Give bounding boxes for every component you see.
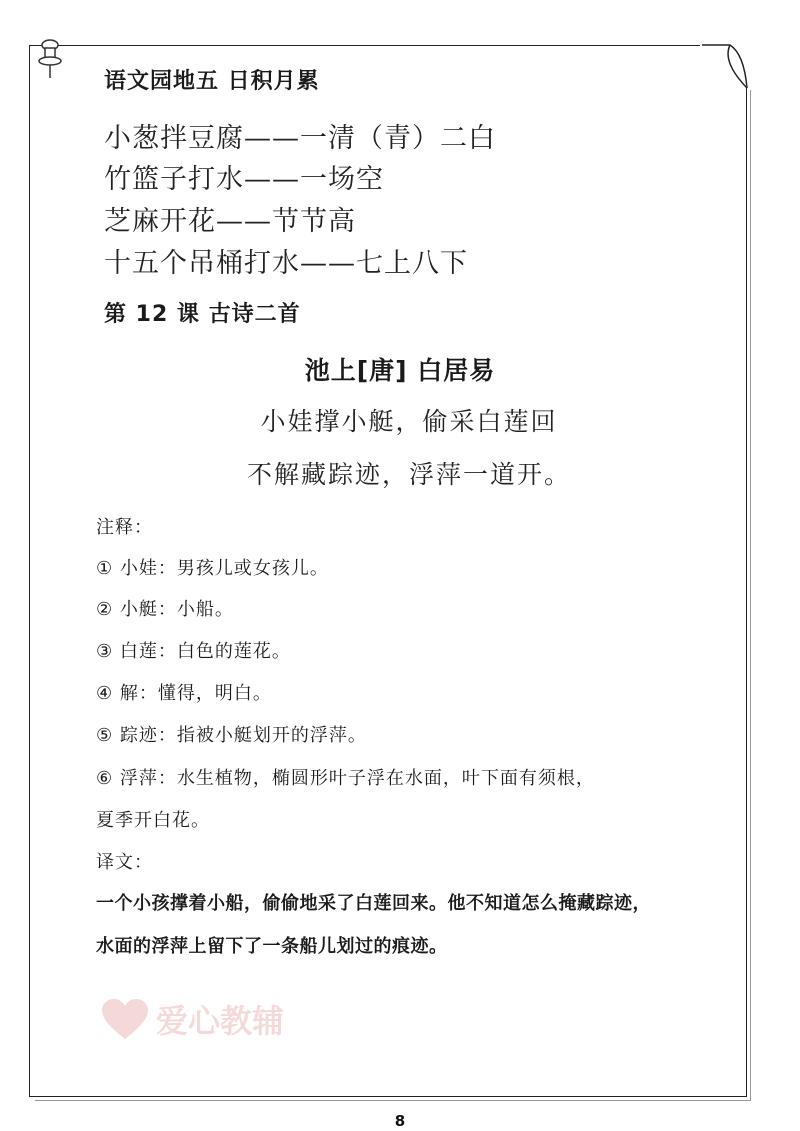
heart-icon xyxy=(100,997,150,1041)
note-4: ④ 解：懂得，明白。 xyxy=(96,683,272,704)
note-6-continued: 夏季开白花。 xyxy=(96,810,210,831)
poem-heading: 池上[唐] 白居易 xyxy=(304,356,496,385)
translation-label: 译文： xyxy=(96,852,153,873)
watermark-text: 爱心教辅 xyxy=(156,1002,285,1040)
section-title-lesson-12: 第 12 课 古诗二首 xyxy=(104,302,301,327)
xiehouyu-line-2: 竹篮子打水——一场空 xyxy=(104,164,384,195)
poem-line-2: 不解藏踪迹，浮萍一道开。 xyxy=(246,460,571,489)
note-5: ⑤ 踪迹：指被小艇划开的浮萍。 xyxy=(96,725,367,746)
note-2: ② 小艇：小船。 xyxy=(96,599,234,620)
page-curl-icon xyxy=(700,42,752,92)
notes-label: 注释： xyxy=(96,517,153,538)
translation-line-1: 一个小孩撑着小船，偷偷地采了白莲回来。他不知道怎么掩藏踪迹， xyxy=(96,893,651,914)
poem-line-1: 小娃撑小艇，偷采白莲回 xyxy=(260,407,558,436)
frame-shadow-bottom xyxy=(35,1097,751,1101)
xiehouyu-line-4: 十五个吊桶打水——七上八下 xyxy=(104,248,468,279)
frame-shadow-right xyxy=(747,90,751,1100)
page-number: 8 xyxy=(394,1112,406,1130)
note-6: ⑥ 浮萍：水生植物，椭圆形叶子浮在水面，叶下面有须根， xyxy=(96,768,595,789)
pushpin-icon xyxy=(36,38,64,82)
xiehouyu-line-1: 小葱拌豆腐——一清（青）二白 xyxy=(104,123,496,154)
note-1: ① 小娃：男孩儿或女孩儿。 xyxy=(96,558,329,579)
translation-line-2: 水面的浮萍上留下了一条船儿划过的痕迹。 xyxy=(96,936,448,957)
xiehouyu-line-3: 芝麻开花——节节高 xyxy=(104,206,356,237)
section-title-rijiyuelei: 语文园地五 日积月累 xyxy=(104,69,320,94)
note-3: ③ 白莲：白色的莲花。 xyxy=(96,641,291,662)
watermark xyxy=(100,996,284,1042)
